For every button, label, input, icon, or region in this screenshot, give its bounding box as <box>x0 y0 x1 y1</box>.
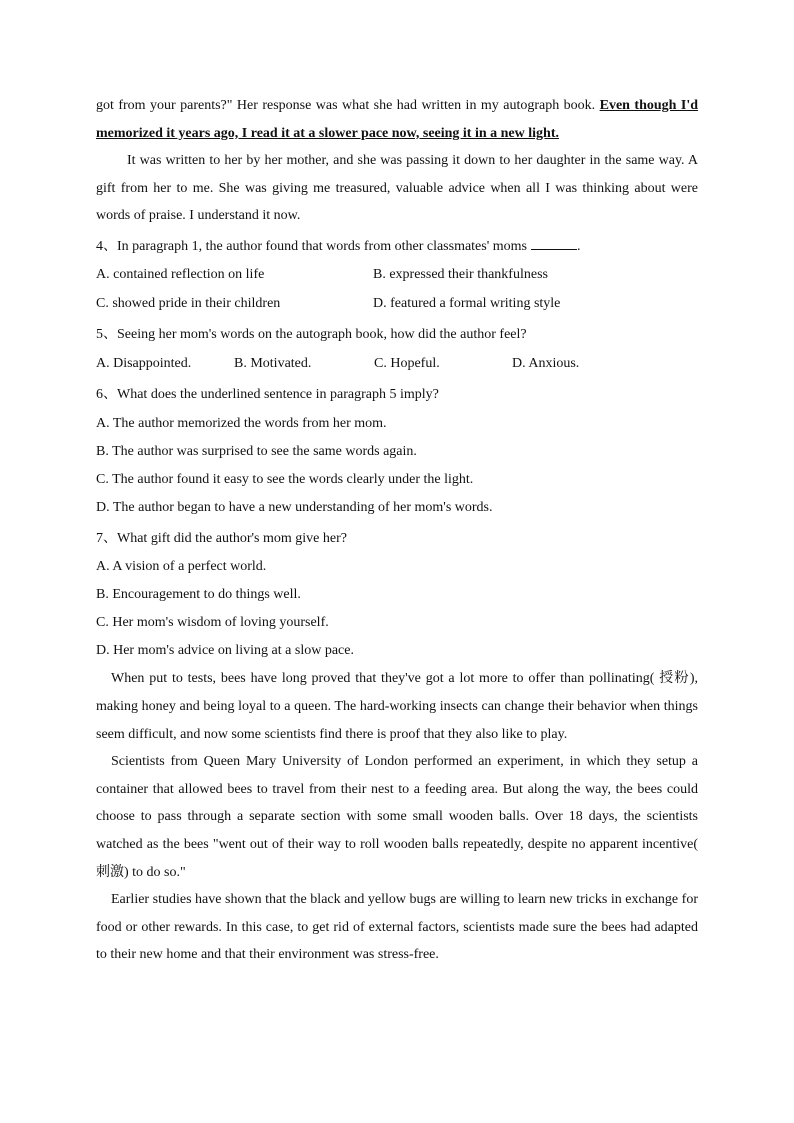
question-4-options-row-1 <box>96 261 698 290</box>
passage-paragraph-final: It was written to her by her mother, and she was passing it down to her daughter in the same way. A gift from her to me. She was giving me treasured, valuable advice when all I was thinking about were words of praise. I understand it now. <box>96 153 698 224</box>
option-d[interactable]: D. Her mom's advice on living at a slow pace. <box>96 643 354 659</box>
bees-paragraph-1: When put to tests, bees have long proved that they've got a lot more to offer than pollinating( 授粉), making honey and being loyal to a queen. The hard-working insects can change their behavior when things seem difficult, and now some scientists find there is proof that they also like to play. <box>96 671 698 742</box>
option-d[interactable]: D. Anxious. <box>512 355 580 371</box>
question-5-options <box>96 350 698 379</box>
question-stem-end: . <box>576 238 581 254</box>
option-a[interactable]: A. contained reflection on life <box>96 267 265 283</box>
option-c[interactable]: C. Her mom's wisdom of loving yourself. <box>96 615 329 631</box>
option-a[interactable]: A. A vision of a perfect world. <box>96 559 267 575</box>
underlined-sentence: Even though I'd memorized it years ago, I read it at a slower pace now, seeing it in a new light. <box>96 98 699 141</box>
option-b[interactable]: B. The author was surprised to see the same words again. <box>96 443 417 459</box>
option-d[interactable]: D. The author began to have a new understanding of her mom's words. <box>96 499 493 515</box>
option-c[interactable]: C. Hopeful. <box>374 355 440 371</box>
question-7: 7、What gift did the author's mom give her? <box>96 530 347 546</box>
answer-blank <box>531 235 577 250</box>
option-a[interactable]: A. Disappointed. <box>96 355 192 371</box>
option-b[interactable]: B. Motivated. <box>234 355 312 371</box>
question-4-options-row-2 <box>96 290 698 319</box>
document-page <box>96 92 698 969</box>
bees-paragraph-2: Scientists from Queen Mary University of London performed an experiment, in which they setup a container that allowed bees to travel from their nest to a feeding area. But along the way, the bees could choose to pass through a separate section with some small wooden balls. Over 18 days, the scientists watched as the bees "went out of their way to roll wooden balls repeatedly, despite no apparent incentive( 刺激) to do so." <box>96 754 698 880</box>
question-6: 6、What does the underlined sentence in paragraph 5 imply? <box>96 387 439 403</box>
option-b[interactable]: B. Encouragement to do things well. <box>96 587 301 603</box>
paragraph-text: got from your parents?" Her response was what she had written in my autograph book. <box>96 98 600 113</box>
option-a[interactable]: A. The author memorized the words from her mom. <box>96 415 387 431</box>
question-stem: 4、In paragraph 1, the author found that words from other classmates' moms <box>96 238 527 254</box>
bees-paragraph-3: Earlier studies have shown that the black and yellow bugs are willing to learn new tricks in exchange for food or other rewards. In this case, to get rid of external factors, scientists made sure the bees had adapted to their new home and that their environment was stress-free. <box>96 892 698 963</box>
passage-paragraph-end <box>96 92 698 147</box>
option-c[interactable]: C. showed pride in their children <box>96 295 281 311</box>
option-d[interactable]: D. featured a formal writing style <box>373 295 561 311</box>
question-4 <box>96 233 698 262</box>
option-b[interactable]: B. expressed their thankfulness <box>373 267 548 283</box>
option-c[interactable]: C. The author found it easy to see the words clearly under the light. <box>96 471 474 487</box>
question-5: 5、Seeing her mom's words on the autograph book, how did the author feel? <box>96 327 527 343</box>
